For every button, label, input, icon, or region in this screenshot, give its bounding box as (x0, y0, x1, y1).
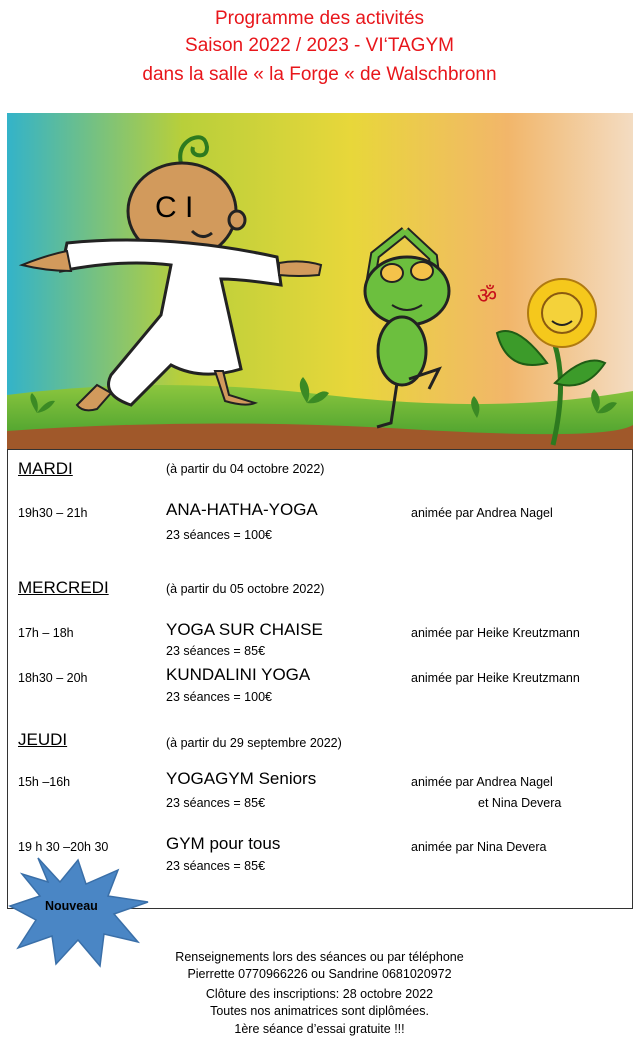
session-price: 23 séances = 85€ (166, 796, 266, 810)
start-date-jeudi: (à partir du 29 septembre 2022) (166, 736, 342, 750)
session-price: 23 séances = 85€ (166, 644, 266, 658)
session-price: 23 séances = 100€ (166, 690, 272, 704)
om-symbol: ॐ (477, 283, 498, 308)
session-instructor: animée par Heike Kreutzmann (411, 626, 580, 640)
yoga-illustration-svg (7, 113, 633, 449)
face-letters: C I (155, 191, 194, 224)
session-instructor: animée par Andrea Nagel (411, 506, 553, 520)
day-jeudi: JEUDI (18, 730, 68, 749)
session-activity: ANA-HATHA-YOGA (166, 500, 318, 519)
session-time: 18h30 – 20h (18, 671, 88, 685)
footer-contacts: Pierrette 0770966226 ou Sandrine 0681020972 (187, 967, 452, 981)
footer-qualification: Toutes nos animatrices sont diplômées. (210, 1004, 429, 1018)
session-instructor: animée par Heike Kreutzmann (411, 671, 580, 685)
session-activity: KUNDALINI YOGA (166, 665, 311, 684)
yoga-illustration (7, 113, 633, 449)
session-activity: GYM pour tous (166, 834, 281, 853)
session-time: 19h30 – 21h (18, 506, 88, 520)
footer-deadline: Clôture des inscriptions: 28 octobre 2022 (205, 987, 434, 1001)
title-line-2: Saison 2022 / 2023 - VI‘TAGYM (185, 35, 454, 56)
session-activity: YOGA SUR CHAISE (166, 620, 323, 639)
title-line-1: Programme des activités (214, 8, 425, 29)
footer-trial: 1ère séance d’essai gratuite !!! (234, 1022, 405, 1036)
session-activity: YOGAGYM Seniors (166, 769, 317, 788)
session-time: 17h – 18h (18, 626, 74, 640)
day-mardi: MARDI (18, 459, 73, 478)
session-time: 15h –16h (18, 775, 71, 789)
footer-info: Renseignements lors des séances ou par téléphone (175, 950, 464, 964)
session-price: 23 séances = 85€ (166, 859, 266, 873)
start-date-mardi: (à partir du 04 octobre 2022) (166, 462, 325, 476)
session-instructor: animée par Nina Devera (411, 840, 547, 854)
new-badge-label: Nouveau (45, 899, 98, 913)
start-date-mercredi: (à partir du 05 octobre 2022) (166, 582, 325, 596)
session-instructor-2: et Nina Devera (478, 796, 562, 810)
day-mercredi: MERCREDI (18, 578, 109, 597)
title-line-3: dans la salle « la Forge « de Walschbronn (142, 64, 497, 85)
session-time: 19 h 30 –20h 30 (18, 840, 109, 854)
schedule-box (7, 449, 633, 909)
session-instructor: animée par Andrea Nagel (411, 775, 553, 789)
session-price: 23 séances = 100€ (166, 528, 272, 542)
